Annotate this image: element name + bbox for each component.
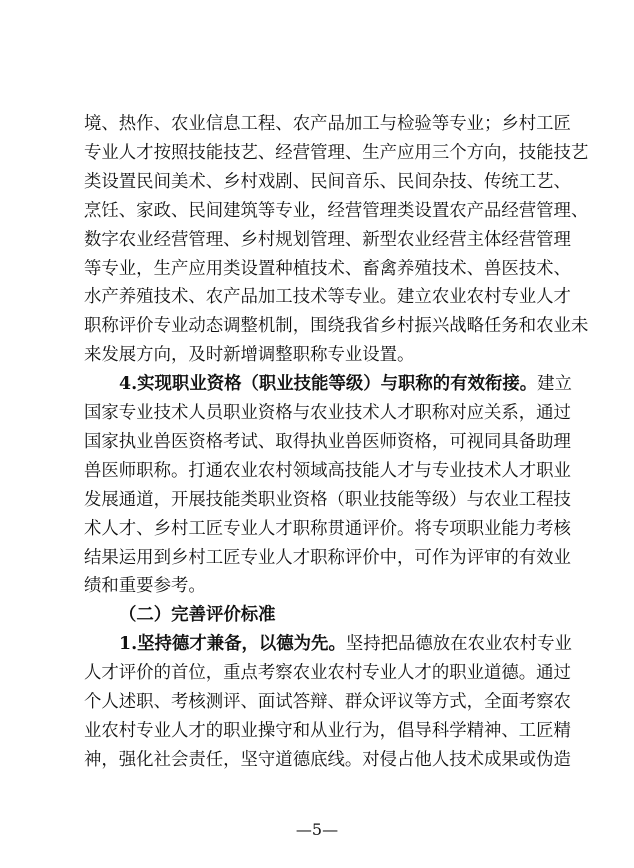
- paragraph-line: 来发展方向，及时新增调整职称专业设置。: [84, 345, 415, 366]
- paragraph-line: 国家专业技术人员职业资格与农业技术人才职称对应关系，通过: [84, 403, 571, 423]
- paragraph-line: 国家执业兽医资格考试、取得执业兽医师资格，可视同具备助理: [84, 431, 571, 452]
- item4-heading: 4.实现职业资格（职业技能等级）与职称的有效衔接。: [119, 374, 538, 395]
- paragraph-line: 专业人才按照技能技艺、经营管理、生产应用三个方向，技能技艺: [84, 142, 589, 163]
- section-heading: （二）完善评价标准: [119, 605, 276, 626]
- paragraph-line: 神，强化社会责任，坚守道德底线。对侵占他人技术成果或伪造: [84, 749, 571, 770]
- item4-first-tail: 建立: [537, 374, 572, 395]
- paragraph-line: 境、热作、农业信息工程、农产品加工与检验等专业；乡村工匠: [84, 114, 571, 134]
- item1-first-line: [119, 631, 572, 657]
- paragraph-line: 兽医师职称。打通农业农村领域高技能人才与专业技术人才职业: [84, 460, 571, 481]
- paragraph-line: 职称评价专业动态调整机制，围绕我省乡村振兴战略任务和农业未: [84, 316, 589, 337]
- paragraph-line: 术人才、乡村工匠专业人才职称贯通评价。将专项职业能力考核: [84, 518, 571, 539]
- item1-first-tail: 坚持把品德放在农业农村专业: [345, 634, 572, 655]
- paragraph-line: 烹饪、家政、民间建筑等专业，经营管理类设置农产品经营管理、: [84, 200, 589, 221]
- paragraph-line: 类设置民间美术、乡村戏剧、民间音乐、民间杂技、传统工艺、: [84, 171, 571, 192]
- paragraph-line: 人才评价的首位，重点考察农业农村专业人才的职业道德。通过: [84, 663, 571, 684]
- paragraph-line: 水产养殖技术、农产品加工技术等专业。建立农业农村专业人才: [84, 287, 571, 308]
- paragraph-line: 结果运用到乡村工匠专业人才职称评价中，可作为评审的有效业: [84, 547, 571, 568]
- page-number: —5—: [295, 820, 339, 839]
- paragraph-line: 个人述职、考核测评、面试答辩、群众评议等方式，全面考察农: [84, 692, 571, 712]
- paragraph-line: 绩和重要参考。: [84, 576, 206, 597]
- paragraph-line: 业农村专业人才的职业操守和从业行为，倡导科学精神、工匠精: [84, 720, 571, 741]
- item4-first-line: [119, 371, 572, 397]
- paragraph-line: 等专业，生产应用类设置种植技术、畜禽养殖技术、兽医技术、: [84, 258, 571, 279]
- item1-heading: 1.坚持德才兼备，以德为先。: [119, 634, 346, 655]
- paragraph-line: 数字农业经营管理、乡村规划管理、新型农业经营主体经营管理: [84, 229, 571, 250]
- paragraph-line: 发展通道，开展技能类职业资格（职业技能等级）与农业工程技: [84, 489, 571, 510]
